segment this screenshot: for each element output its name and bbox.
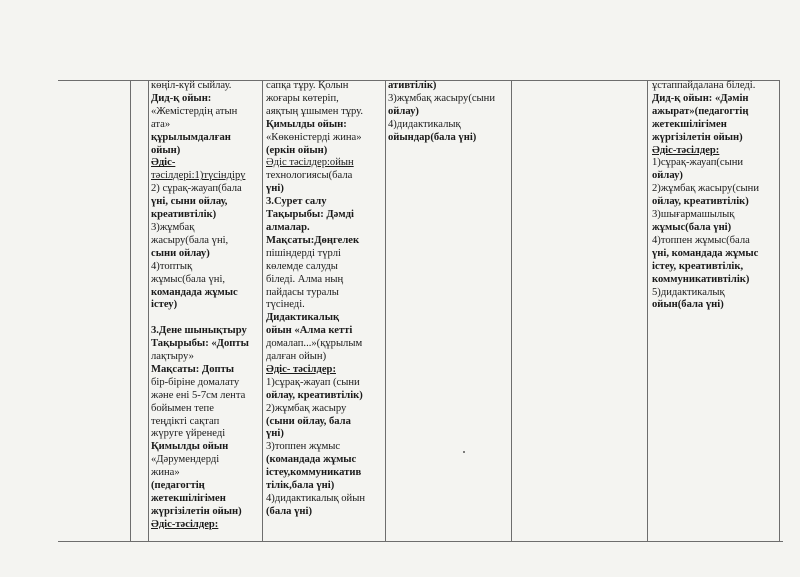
text-line: ажырат»(педагогтің [652,105,749,117]
text-line: ойын) [151,144,181,156]
text-line: жоғары көтеріп, [266,92,339,104]
text-line: тәсілдері:1)түсіндіру [151,170,246,182]
text-line: технологиясы(бала [266,170,353,182]
text-line: Қимылды ойын: [266,118,347,130]
text-line: жүруге үйренеді [151,428,226,440]
text-line: көңіл-күй сыйлау. [151,80,232,91]
text-line: командада жұмыс [151,286,238,298]
table-cell-column-1 [151,80,261,540]
column-divider [262,80,263,541]
text-line: жина» [151,467,180,479]
text-line: үні, командада жұмыс [652,247,759,259]
text-line: бір-біріне домалату [151,376,240,388]
column-divider [385,80,386,541]
text-line: Қимылды ойын [151,441,229,453]
text-line: сапқа тұру. Қолын [266,80,349,91]
text-line: ойлау) [652,170,683,182]
text-line: лақтыру» [151,351,194,363]
text-line: аяқтың ұшымен тұру. [266,105,364,117]
text-line: Әдіс- [151,157,176,169]
text-line: үні) [266,428,284,440]
text-line: істеу) [151,299,178,311]
text-line: жетекшілігімен [652,118,727,130]
text-line: (еркін ойын) [266,144,328,156]
text-line: жүргізілетін ойын) [151,505,242,517]
text-line: үні, сыни ойлау, [151,196,228,208]
text-line: ойындар(бала үні) [388,131,477,143]
text-line: Мақсаты:Дөңгелек [266,234,360,246]
text-line: жүргізілетін ойын) [652,131,743,143]
text-line: түсінеді. [266,299,305,311]
text-line: 4)топпен жұмыс(бала [652,234,750,246]
text-line: алмалар. [266,221,310,233]
text-line: ойлау, креативтілік) [266,389,363,401]
text-line: бойымен тепе [151,402,214,414]
text-line: 3)топпен жұмыс [266,441,341,453]
text-line: 4)дидактикалық ойын [266,493,366,504]
text-line: Дид-қ ойын: [151,92,212,104]
text-line: тілік,бала үні) [266,480,335,492]
text-line: Мақсаты: Допты [151,363,235,375]
text-line: сыни ойлау) [151,247,210,259]
blank-line [151,312,261,325]
text-line: 3.Сурет салу [266,196,327,208]
table-cell-column-5 [652,80,778,540]
text-line: 2)жұмбақ жасыру [266,402,347,414]
column-divider [148,80,149,541]
text-line: (сыни ойлау, бала [266,415,351,427]
table-bottom-border [58,541,783,542]
text-line: ойлау, креативтілік) [652,196,749,208]
text-line: көлемде салуды [266,260,338,272]
text-line: жұмыс(бала үні, [151,273,226,285]
text-line: 1)сұрақ-жауап (сыни [266,376,360,388]
text-line: креативтілік) [151,209,217,221]
text-line: Тақырыбы: «Допты [151,338,249,350]
text-line: 4)топтық [151,260,193,272]
text-line: 3)шығармашылық [652,209,735,221]
text-line: домалап...»(құрылым [266,338,363,350]
text-line: 2)жұмбақ жасыру(сыни [652,183,760,195]
text-line: 5)дидактикалық [652,286,725,298]
text-line: 1)сұрақ-жауап(сыни [652,157,744,169]
table-cell-column-3 [388,80,510,540]
text-line: Әдіс-тәсілдер: [652,144,720,156]
text-line: пайдасы туралы [266,286,339,298]
text-line: теңдікті сақтап [151,415,220,427]
text-line: 3.Дене шынықтыру [151,325,247,337]
text-line: (бала үні) [266,505,312,517]
text-line: 3)жұмбақ [151,221,195,233]
text-line: біледі. Алма ның [266,273,344,285]
text-line: ойын(бала үні) [652,299,724,311]
text-line: 2) сұрақ-жауап(бала [151,183,242,195]
text-line: далған ойын) [266,351,327,363]
text-line: ойын «Алма кетті [266,325,353,337]
text-line: «Дәрумендерді [151,454,220,466]
text-line: және ені 5-7см лента [151,389,246,401]
text-line: Әдіс тәсілдер:ойын [266,157,354,169]
text-line: Әдіс- тәсілдер: [266,363,336,375]
text-line: Тақырыбы: Дәмді [266,209,354,221]
column-divider [779,80,780,541]
text-line: (командада жұмыс [266,454,357,466]
text-line: (педагогтің [151,480,205,492]
column-divider [130,80,131,541]
table-cell-column-2 [266,80,384,540]
text-line: үні) [266,183,284,195]
column-divider [511,80,512,541]
text-line: ойлау) [388,105,419,117]
text-line: 4)дидактикалық [388,118,461,130]
text-line: құрылымдалған [151,131,231,143]
text-line: пішіндерді түрлі [266,247,341,259]
text-line: ата» [151,118,171,130]
text-line: істеу, креативтілік, [652,260,744,272]
text-line: ұстаппайдалана біледі. [652,80,756,91]
text-line: «Жемістердің атын [151,105,238,117]
text-line: «Көкөністерді жина» [266,131,362,143]
text-line: коммуникативтілік) [652,273,750,285]
text-line: Әдіс-тәсілдер: [151,518,219,530]
text-line: 3)жұмбақ жасыру(сыни [388,92,496,104]
text-line: істеу,коммуникатив [266,467,362,479]
text-line: ативтілік) [388,80,437,91]
text-line: жұмыс(бала үні) [652,221,732,233]
text-line: жасыру(бала үні, [151,234,229,246]
column-divider [647,80,648,541]
text-line: жетекшілігімен [151,492,226,504]
text-line: Дид-қ ойын: «Дәмін [652,92,749,104]
scan-speck [463,451,465,453]
text-line: Дидактикалық [266,312,340,324]
